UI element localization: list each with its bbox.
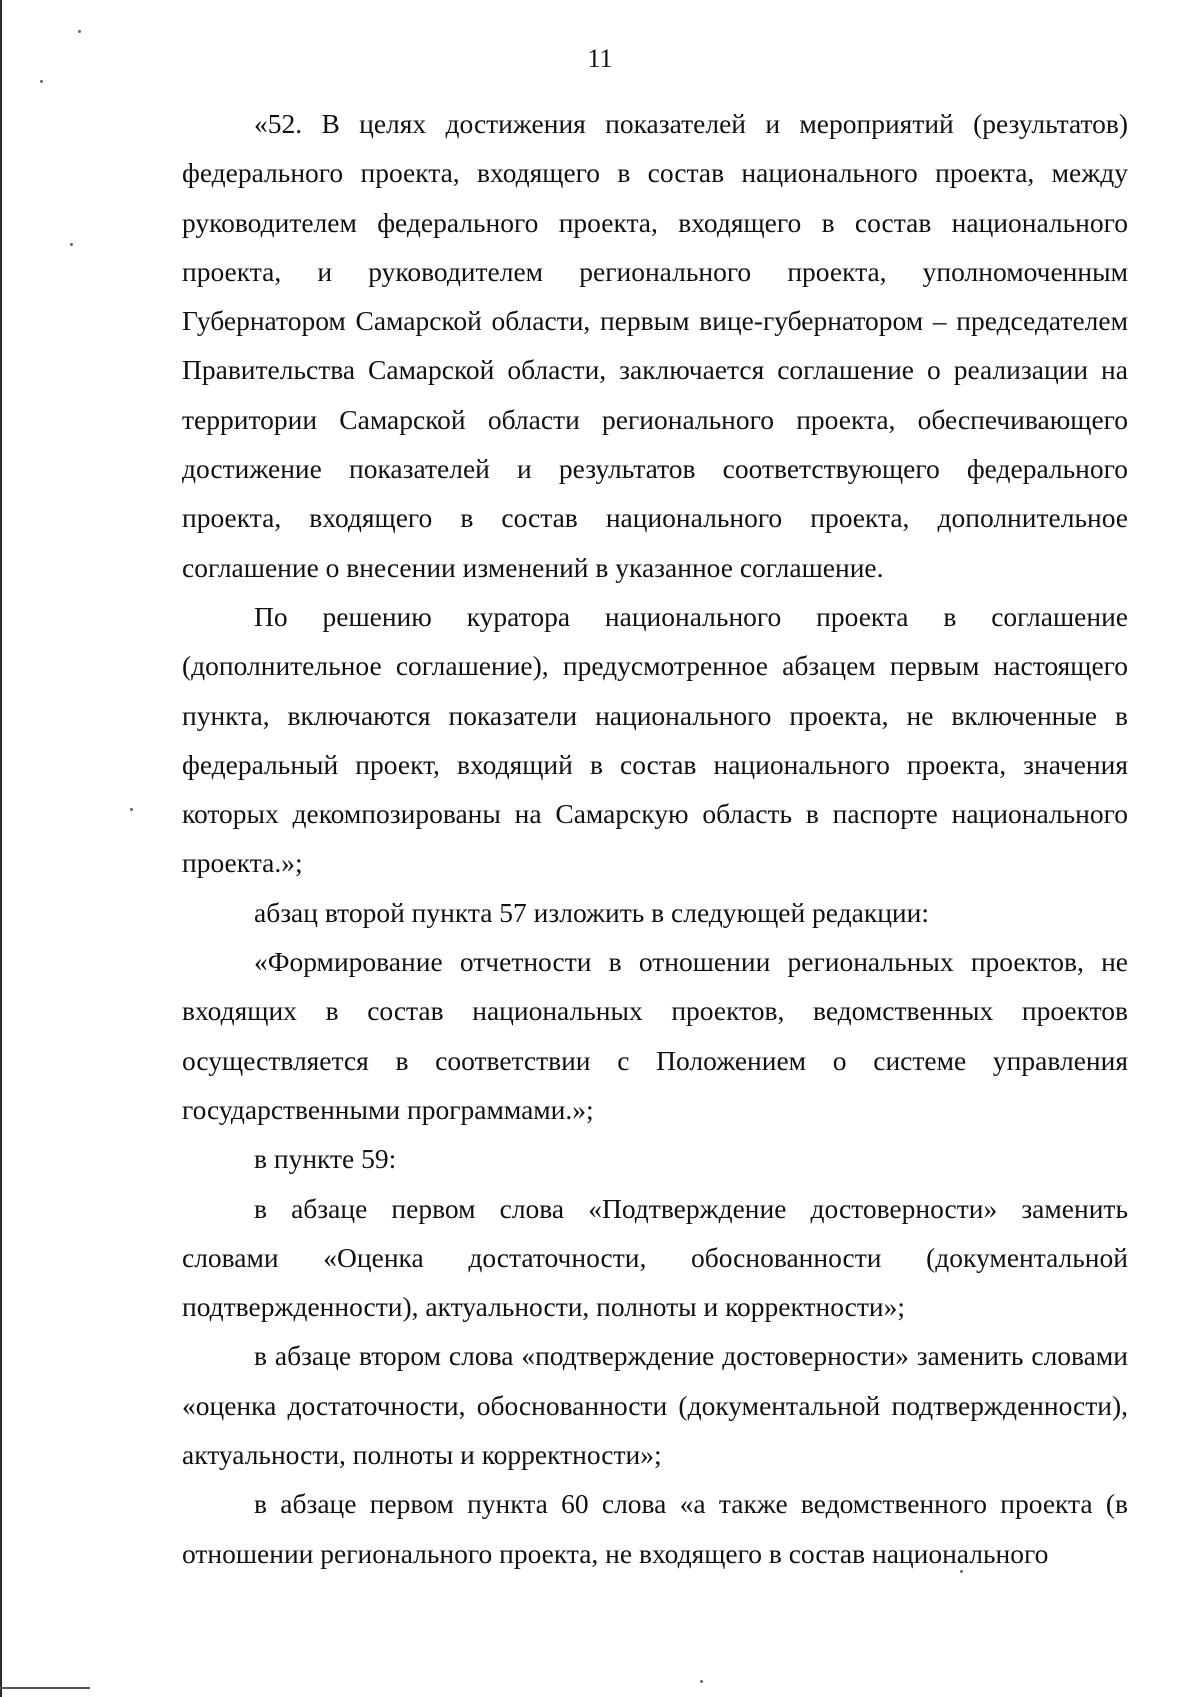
paragraph-item-59-first: в абзаце первом слова «Подтверждение достоверности» заменить словами «Оценка достаточности, обоснованности (документальной подтвержденности), актуальности, полноты и корректности»; [182, 1192, 1128, 1323]
scan-speck [70, 243, 73, 246]
paragraph-item-57-amendment: абзац второй пункта 57 изложить в следующей редакции: [254, 896, 929, 928]
paragraph-item-59-intro: в пункте 59: [254, 1143, 397, 1175]
page-left-edge [0, 0, 2, 1697]
page-number: 11 [587, 44, 613, 73]
scan-speck [130, 808, 133, 811]
paragraph-reporting-formation: «Формирование отчетности в отношении региональных проектов, не входящих в состав национальных проектов, ведомственных проектов осуществляется в соответствии с Положением о системе управления государственными программами.»; [182, 946, 1128, 1125]
footer-rule [0, 1687, 90, 1689]
scan-speck [40, 80, 43, 83]
scan-speck [700, 1680, 703, 1683]
paragraph-item-59-second: в абзаце втором слова «подтверждение достоверности» заменить словами «оценка достаточности, обоснованности (документальной подтвержденности), актуальности, полноты и корректности»; [182, 1340, 1128, 1471]
scan-speck [960, 1570, 963, 1573]
paragraph-52: «52. В целях достижения показателей и мероприятий (результатов) федерального проекта, входящего в состав национального проекта, между руководителем федерального проекта, входящего в состав национального проекта, и руководителем регионального проекта, уполномоченным Губернатором Самарской области, первым вице-губернатором – председателем Правительства Самарской области, заключается соглашение о реализации на территории Самарской области регионального проекта, обеспечивающего достижение показателей и результатов соответствующего федерального проекта, входящего в состав национального проекта, дополнительное соглашение о внесении изменений в указанное соглашение. [182, 108, 1128, 583]
scan-speck [78, 30, 81, 33]
paragraph-item-60: в абзаце первом пункта 60 слова «а также ведомственного проекта (в отношении регионального проекта, не входящего в состав национального [182, 1488, 1128, 1569]
document-body [182, 99, 1128, 1578]
paragraph-curator-decision: По решению куратора национального проекта в соглашение (дополнительное соглашение), предусмотренное абзацем первым настоящего пункта, включаются показатели национального проекта, не включенные в федеральный проект, входящий в состав национального проекта, значения которых декомпозированы на Самарскую область в паспорте национального проекта.»; [182, 600, 1128, 879]
